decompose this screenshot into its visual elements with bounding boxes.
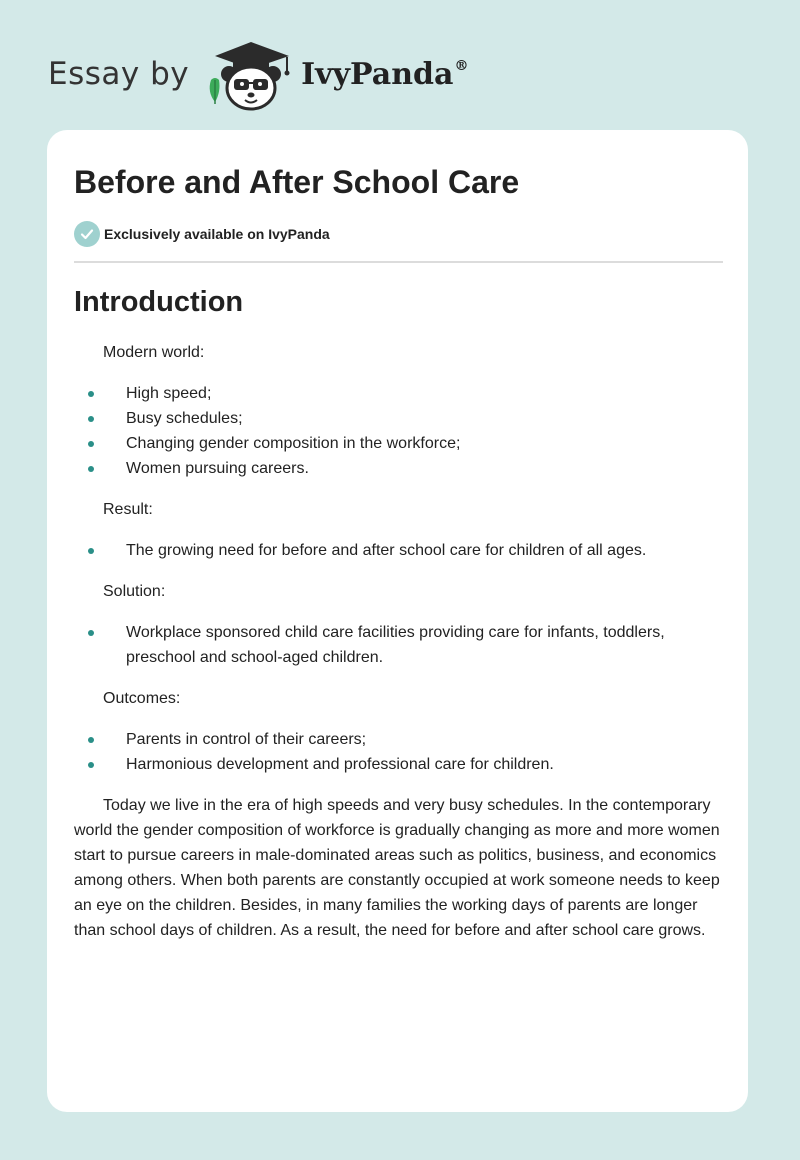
modern-world-label: Modern world: — [103, 344, 205, 361]
divider — [74, 261, 723, 263]
list-item: Changing gender composition in the workforce; — [74, 431, 724, 456]
list-item: Harmonious development and professional care for children. — [74, 752, 724, 777]
bullet-icon — [88, 548, 94, 554]
solution-label: Solution: — [103, 583, 166, 600]
bullet-icon — [88, 630, 94, 636]
section-heading: Introduction — [74, 286, 244, 318]
badge-text: Exclusively available on IvyPanda — [104, 226, 330, 242]
bullet-icon — [88, 416, 94, 422]
bullet-icon — [88, 466, 94, 472]
list-item: Parents in control of their careers; — [74, 727, 724, 752]
list-item: Busy schedules; — [74, 406, 724, 431]
bullet-icon — [88, 441, 94, 447]
registered-mark: ® — [454, 57, 469, 74]
brand-prefix: Essay by — [48, 56, 190, 92]
result-label: Result: — [103, 501, 153, 518]
outcomes-list — [74, 727, 724, 777]
brand-name[interactable]: IvyPanda® — [301, 56, 469, 92]
exclusive-badge — [74, 221, 330, 247]
panda-logo-icon[interactable] — [205, 36, 295, 112]
bullet-icon — [88, 762, 94, 768]
bullet-icon — [88, 737, 94, 743]
site-header — [48, 34, 468, 114]
essay-title: Before and After School Care — [74, 164, 520, 200]
essay-content — [74, 280, 724, 943]
list-item: Workplace sponsored child care facilities providing care for infants, toddlers, preschool and school-aged children. — [74, 620, 724, 670]
outcomes-label: Outcomes: — [103, 690, 181, 707]
essay-card — [47, 130, 748, 1112]
modern-world-list — [74, 381, 724, 481]
result-list — [74, 538, 724, 563]
list-item: High speed; — [74, 381, 724, 406]
bullet-icon — [88, 391, 94, 397]
solution-list — [74, 620, 724, 670]
list-item: The growing need for before and after school care for children of all ages. — [74, 538, 724, 563]
check-icon — [74, 221, 100, 247]
body-paragraph: Today we live in the era of high speeds and very busy schedules. In the contemporary world the gender composition of workforce is gradually changing as more and more women start to pursue careers in male-dominated areas such as politics, business, and economics among others. When both parents are constantly occupied at work someone needs to keep an eye on the children. Besides, in many families the working days of parents are longer than school days of children. As a result, the need for before and after school care grows. — [74, 797, 720, 939]
list-item: Women pursuing careers. — [74, 456, 724, 481]
